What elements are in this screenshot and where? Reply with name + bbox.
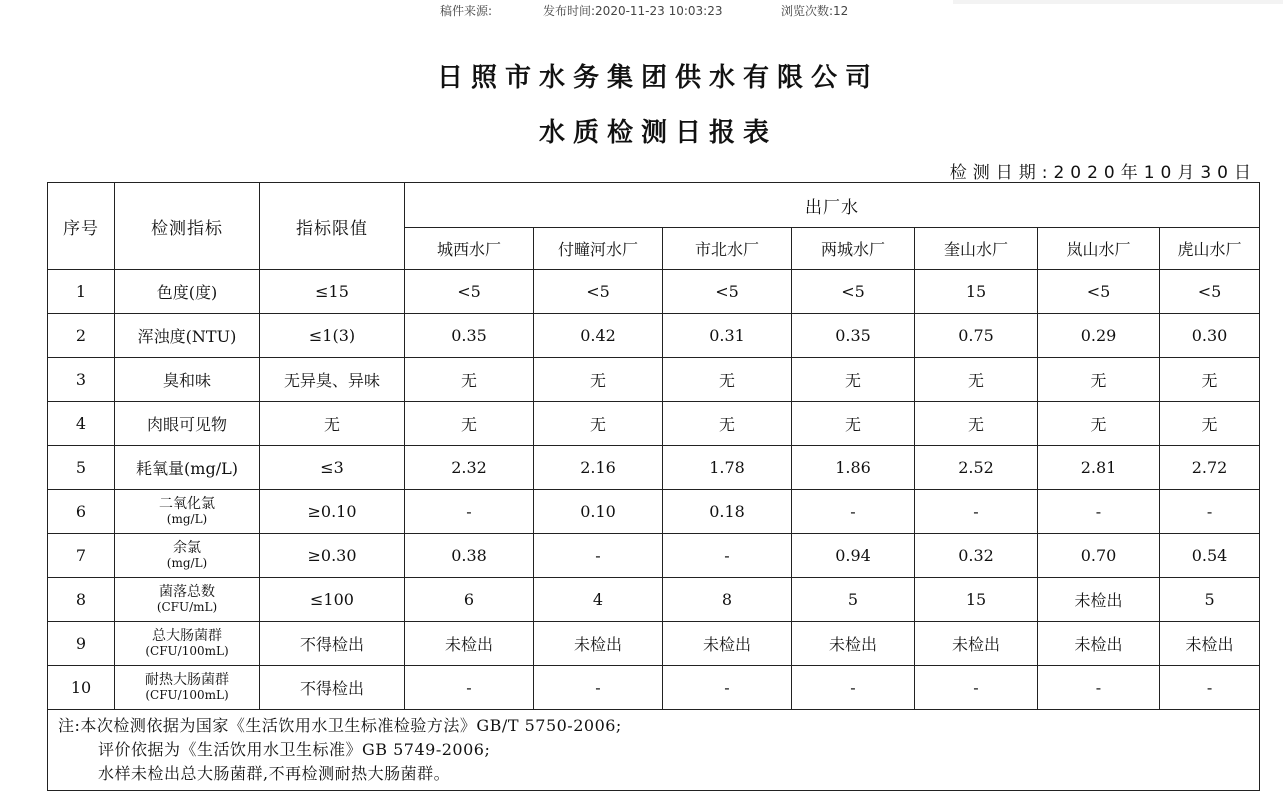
water-quality-table: [47, 182, 1260, 791]
row-plant-value: 无: [663, 402, 792, 446]
row-plant-value: 1.86: [792, 446, 915, 490]
row-plant-value: 0.32: [915, 534, 1038, 578]
article-meta-bar: [0, 2, 1283, 20]
row-indicator: [115, 622, 260, 666]
meta-view-count: 浏览次数:12: [781, 4, 849, 18]
header-limit: 指标限值: [260, 183, 405, 270]
row-plant-value: 未检出: [663, 622, 792, 666]
table-row: [48, 622, 1260, 666]
row-plant-value: 无: [915, 358, 1038, 402]
row-limit: ≤1(3): [260, 314, 405, 358]
row-plant-value: 2.52: [915, 446, 1038, 490]
row-plant-value: -: [915, 490, 1038, 534]
row-plant-value: -: [534, 534, 663, 578]
row-plant-value: -: [1160, 490, 1260, 534]
header-indicator: 检测指标: [115, 183, 260, 270]
row-plant-value: 无: [1160, 402, 1260, 446]
row-plant-value: 1.78: [663, 446, 792, 490]
row-limit: ≤100: [260, 578, 405, 622]
meta-publish-time: 发布时间:2020-11-23 10:03:23: [543, 4, 723, 18]
row-plant-value: 未检出: [534, 622, 663, 666]
indicator-unit: (CFU/100mL): [145, 643, 229, 658]
row-plant-value: 0.94: [792, 534, 915, 578]
table-row: [48, 666, 1260, 710]
indicator-name: 耐热大肠菌群: [145, 671, 229, 688]
row-plant-value: <5: [1038, 270, 1160, 314]
table-row: [48, 578, 1260, 622]
row-plant-value: 未检出: [792, 622, 915, 666]
row-seq: 2: [48, 314, 115, 358]
row-plant-value: 0.18: [663, 490, 792, 534]
row-plant-value: 未检出: [1038, 622, 1160, 666]
row-plant-value: -: [1038, 666, 1160, 710]
row-limit: 无: [260, 402, 405, 446]
row-plant-value: 0.31: [663, 314, 792, 358]
table-row: [48, 490, 1260, 534]
row-plant-value: 4: [534, 578, 663, 622]
row-plant-value: 8: [663, 578, 792, 622]
indicator-name: 菌落总数: [159, 583, 215, 600]
indicator-unit: (mg/L): [166, 511, 208, 526]
header-plant: 两城水厂: [792, 228, 915, 270]
row-plant-value: 0.38: [405, 534, 534, 578]
row-seq: 8: [48, 578, 115, 622]
header-outflow-water: 出厂水: [405, 183, 1260, 228]
report-title: 水质检测日报表: [538, 118, 777, 148]
test-date: 检测日期:2020年10月30日: [949, 163, 1257, 183]
row-plant-value: -: [792, 666, 915, 710]
row-plant-value: 无: [405, 358, 534, 402]
row-plant-value: 0.29: [1038, 314, 1160, 358]
row-seq: 5: [48, 446, 115, 490]
row-plant-value: <5: [1160, 270, 1260, 314]
row-limit: 无异臭、异味: [260, 358, 405, 402]
row-plant-value: <5: [663, 270, 792, 314]
row-plant-value: 15: [915, 578, 1038, 622]
row-plant-value: 5: [792, 578, 915, 622]
row-plant-value: 0.70: [1038, 534, 1160, 578]
row-indicator: 耗氧量(mg/L): [115, 446, 260, 490]
row-indicator: 臭和味: [115, 358, 260, 402]
row-plant-value: 无: [915, 402, 1038, 446]
row-plant-value: 未检出: [405, 622, 534, 666]
row-plant-value: 2.16: [534, 446, 663, 490]
row-plant-value: 2.32: [405, 446, 534, 490]
row-plant-value: 无: [534, 358, 663, 402]
header-plant: 市北水厂: [663, 228, 792, 270]
indicator-unit: (CFU/mL): [156, 599, 218, 614]
row-seq: 7: [48, 534, 115, 578]
header-plant: 付疃河水厂: [534, 228, 663, 270]
row-seq: 6: [48, 490, 115, 534]
notes-cell: [48, 710, 1260, 791]
row-plant-value: -: [405, 666, 534, 710]
row-plant-value: 无: [1038, 402, 1160, 446]
row-plant-value: -: [405, 490, 534, 534]
row-limit: 不得检出: [260, 622, 405, 666]
indicator-name: 总大肠菌群: [152, 627, 222, 644]
row-seq: 1: [48, 270, 115, 314]
row-indicator: 色度(度): [115, 270, 260, 314]
row-plant-value: 0.54: [1160, 534, 1260, 578]
row-limit: ≥0.30: [260, 534, 405, 578]
header-plant: 虎山水厂: [1160, 228, 1260, 270]
table-row: [48, 314, 1260, 358]
row-indicator: 浑浊度(NTU): [115, 314, 260, 358]
row-plant-value: -: [663, 666, 792, 710]
row-plant-value: 无: [1038, 358, 1160, 402]
row-plant-value: 0.35: [405, 314, 534, 358]
row-plant-value: 0.10: [534, 490, 663, 534]
row-plant-value: 无: [792, 358, 915, 402]
row-plant-value: -: [915, 666, 1038, 710]
row-plant-value: <5: [534, 270, 663, 314]
row-plant-value: 2.81: [1038, 446, 1160, 490]
row-plant-value: -: [1160, 666, 1260, 710]
row-plant-value: 无: [405, 402, 534, 446]
indicator-name: 二氧化氯: [159, 495, 215, 512]
row-indicator: [115, 578, 260, 622]
row-plant-value: 未检出: [915, 622, 1038, 666]
row-plant-value: 0.75: [915, 314, 1038, 358]
note-line: 评价依据为《生活饮用水卫生标准》GB 5749-2006;: [98, 740, 491, 759]
row-plant-value: -: [534, 666, 663, 710]
table-row: [48, 402, 1260, 446]
row-plant-value: 2.72: [1160, 446, 1260, 490]
header-plant: 城西水厂: [405, 228, 534, 270]
row-plant-value: 无: [663, 358, 792, 402]
row-plant-value: -: [663, 534, 792, 578]
row-plant-value: 0.30: [1160, 314, 1260, 358]
note-line: 水样未检出总大肠菌群,不再检测耐热大肠菌群。: [98, 764, 451, 783]
row-limit: 不得检出: [260, 666, 405, 710]
row-limit: ≥0.10: [260, 490, 405, 534]
row-plant-value: 无: [1160, 358, 1260, 402]
table-row: [48, 534, 1260, 578]
row-indicator: [115, 666, 260, 710]
table-row: [48, 358, 1260, 402]
row-indicator: [115, 490, 260, 534]
note-line: 注:本次检测依据为国家《生活饮用水卫生标准检验方法》GB/T 5750-2006;: [58, 716, 622, 735]
indicator-name: 余氯: [173, 539, 201, 556]
row-plant-value: 0.42: [534, 314, 663, 358]
row-limit: ≤3: [260, 446, 405, 490]
row-plant-value: 15: [915, 270, 1038, 314]
row-plant-value: 未检出: [1038, 578, 1160, 622]
table-body: [48, 270, 1260, 710]
row-plant-value: 5: [1160, 578, 1260, 622]
row-plant-value: 6: [405, 578, 534, 622]
row-plant-value: -: [792, 490, 915, 534]
row-plant-value: 0.35: [792, 314, 915, 358]
table-row: [48, 446, 1260, 490]
row-plant-value: 未检出: [1160, 622, 1260, 666]
row-plant-value: 无: [534, 402, 663, 446]
row-plant-value: <5: [405, 270, 534, 314]
row-seq: 10: [48, 666, 115, 710]
row-indicator: [115, 534, 260, 578]
row-seq: 9: [48, 622, 115, 666]
company-title: 日照市水务集团供水有限公司: [436, 63, 879, 93]
row-plant-value: <5: [792, 270, 915, 314]
header-seq: 序号: [48, 183, 115, 270]
row-seq: 4: [48, 402, 115, 446]
header-plant: 岚山水厂: [1038, 228, 1160, 270]
row-limit: ≤15: [260, 270, 405, 314]
table-row: [48, 270, 1260, 314]
indicator-unit: (mg/L): [166, 555, 208, 570]
header-plant: 奎山水厂: [915, 228, 1038, 270]
row-plant-value: -: [1038, 490, 1160, 534]
row-plant-value: 无: [792, 402, 915, 446]
row-indicator: 肉眼可见物: [115, 402, 260, 446]
row-seq: 3: [48, 358, 115, 402]
indicator-unit: (CFU/100mL): [145, 687, 229, 702]
meta-source: 稿件来源:: [440, 4, 493, 18]
